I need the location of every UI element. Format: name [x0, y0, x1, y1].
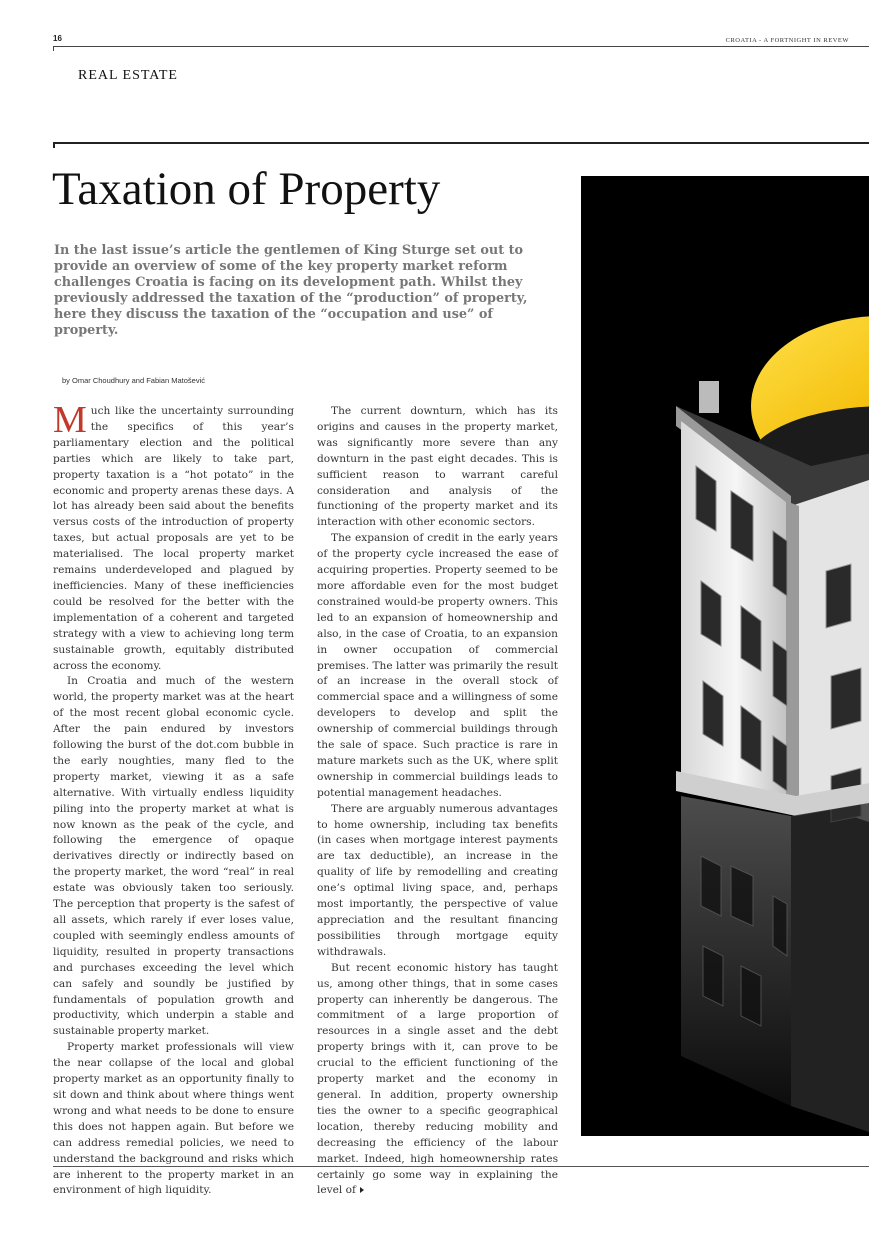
byline: by Omar Choudhury and Fabian Matošević	[62, 376, 205, 385]
continue-arrow-icon	[360, 1187, 364, 1193]
building-on-coin-illustration	[581, 176, 869, 1136]
page-number: 16	[53, 34, 62, 43]
section-label: REAL ESTATE	[78, 68, 178, 83]
drop-cap: M	[53, 399, 87, 441]
header-rule-tick	[53, 46, 54, 51]
paragraph	[317, 961, 558, 1200]
title-rule-tick	[53, 142, 55, 148]
footer-rule	[53, 1166, 869, 1167]
paragraph	[53, 399, 294, 674]
article-column-2	[317, 404, 558, 1199]
article-column-1	[53, 399, 294, 1199]
paragraph: Property market professionals will view the near collapse of the local and global property market as an opportunity finally to sit down and think about where things went wrong and what needs to be done to ensure this does not happen again. But before we can address remedial policies, we need to understand the background and risks which are inherent to the property market in an environment of high liquidity.	[53, 1041, 294, 1197]
publication-name: CROATIA - A FORTNIGHT IN REVEW	[725, 37, 849, 44]
paragraph: The expansion of credit in the early years of the property cycle increased the ease of acquiring properties. Property seemed to be more affordable even for the most budget constrained would-be property owners. This led to an expansion of homeownership and also, in the case of Croatia, to an expansion in owner occupation of commercial premises. The latter was primarily the result of an increase in the overall stock of commercial space and a willingness of some developers to develop and split the ownership of commercial buildings through the sale of space. Such practice is rare in mature markets such as the UK, where split ownership in commercial buildings leads to potential management headaches.	[317, 532, 558, 799]
paragraph: There are arguably numerous advantages to home ownership, including tax benefits (in cases when mortgage interest payments are tax deductible), an increase in the quality of life by remodelling and creating one’s optimal living space, and, perhaps most importantly, the perspective of value appreciation and the resultant financing possibilities through mortgage equity withdrawals.	[317, 802, 558, 958]
building-illustration-svg	[581, 176, 869, 1136]
article-title: Taxation of Property	[52, 163, 441, 215]
article-lead: In the last issue’s article the gentlemen of King Sturge set out to provide an overview of some of the key property market reform challenges Croatia is facing on its development path. Whilst they previously addressed the taxation of the “production” of property, here they discuss the taxation of the “occupation and use” of property.	[54, 243, 528, 338]
paragraph: In Croatia and much of the western world, the property market was at the heart of the most recent global economic cycle. After the pain endured by investors following the burst of the dot.com bubble in the early noughties, many fled to the property market, viewing it as a safe alternative. With virtually endless liquidity piling into the property market at what is now known as the peak of the cycle, and following the emergence of opaque derivatives directly or indirectly based on the property market, the word “real” in real estate was obviously taken too seriously. The perception that property is the safest of all assets, which rarely if ever loses value, coupled with seemingly endless amounts of liquidity, resulted in property transactions and purchases exceeding the level which can safely and soundly be justified by fundamentals of population growth and productivity, which underpin a stable and sustainable property market.	[53, 675, 294, 1038]
paragraph-text: uch like the uncertainty surrounding the specifics of this year’s parliamentary election and the political parties which are likely to take part, property taxation is a “hot potato” in the economic and property arenas these days. A lot has already been said about the benefits versus costs of the introduction of property taxes, but actual proposals are yet to be materialised. The local property market remains underdeveloped and plagued by inefficiencies. Many of these inefficiencies could be resolved for the better with the implementation of a coherent and targeted strategy with a view to achieving long term sustainable growth, equitably distributed across the economy.	[53, 405, 294, 672]
paragraph: The current downturn, which has its origins and causes in the property market, was significantly more severe than any downturn in the past eight decades. This is sufficient reason to warrant careful consideration and analysis of the functioning of the property market and its interaction with other economic sectors.	[317, 405, 558, 529]
title-rule	[53, 142, 869, 144]
header-rule	[53, 46, 869, 47]
paragraph-text: But recent economic history has taught us, among other things, that in some cases property can inherently be dangerous. The commitment of a large proportion of resources in a single asset and the debt property brings with it, can prove to be crucial to the efficient functioning of the property market and the economy in general. In addition, property ownership ties the owner to a specific geographical location, thereby reducing mobility and decreasing the efficiency of the labour market. Indeed, high homeownership rates certainly go some way in explaining the level of	[317, 961, 558, 1197]
